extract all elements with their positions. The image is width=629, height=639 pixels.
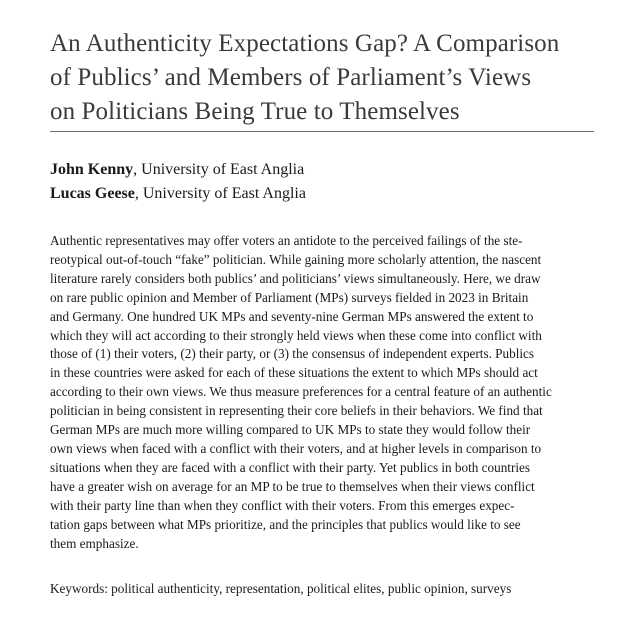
author-entry (50, 158, 306, 182)
abstract-line: those of (1) their voters, (2) their party, or (3) the consensus of independent experts. Publics (50, 346, 535, 362)
title-line: An Authenticity Expectations Gap? A Comparison (50, 30, 560, 57)
abstract-line: Authentic representatives may offer voters an antidote to the perceived failings of the ste- (50, 233, 523, 248)
abstract-line: situations when they are faced with a conflict with their party. Yet publics in both countries (50, 459, 531, 475)
keywords: Keywords: political authenticity, representation, political elites, public opinion, surveys (50, 581, 512, 596)
abstract-line: with their party line than when they conflict with their voters. From this emerges expec- (50, 497, 515, 513)
author-affiliation: , University of East Anglia (133, 161, 305, 178)
title-line: on Politicians Being True to Themselves (50, 98, 460, 125)
abstract-line: politician in being consistent in representing their core beliefs in their behaviors. We find that (50, 403, 543, 419)
title-line: of Publics’ and Members of Parliament’s Views (50, 64, 532, 91)
abstract-line: tation gaps between what MPs prioritize, and the principles that publics would like to see (50, 516, 521, 532)
abstract-line: according to their own views. We thus measure preferences for a central feature of an authentic (50, 384, 552, 400)
author-name: John Kenny (50, 161, 134, 178)
title-divider (50, 131, 594, 132)
abstract-line: and Germany. One hundred UK MPs and seventy-nine German MPs answered the extent to (50, 308, 534, 324)
abstract-line: them emphasize. (50, 535, 139, 551)
abstract-line: reotypical out-of-touch “fake” politician. While gaining more scholarly attention, the nascent (50, 251, 542, 267)
abstract (50, 232, 595, 553)
abstract-line: literature rarely considers both publics’ and politicians’ views simultaneously. Here, we draw (50, 270, 541, 286)
author-name: Lucas Geese (50, 185, 135, 202)
abstract-line: on rare public opinion and Member of Parliament (MPs) surveys fielded in 2023 in Britain (50, 289, 529, 305)
abstract-line: own views when faced with a conflict with their voters, and at higher levels in comparison to (50, 440, 542, 456)
abstract-line: German MPs are much more willing compared to UK MPs to state they would follow their (50, 422, 531, 438)
abstract-line: which they will act according to their strongly held views when these come into conflict with (50, 327, 542, 343)
author-entry (50, 182, 306, 206)
abstract-line: in these countries were asked for each of these situations the extent to which MPs should act (50, 365, 538, 381)
paper-title (50, 27, 610, 129)
author-affiliation: , University of East Anglia (134, 185, 306, 202)
author-list (50, 158, 306, 206)
abstract-line: have a greater wish on average for an MP to be true to themselves when their views conflict (50, 478, 535, 494)
